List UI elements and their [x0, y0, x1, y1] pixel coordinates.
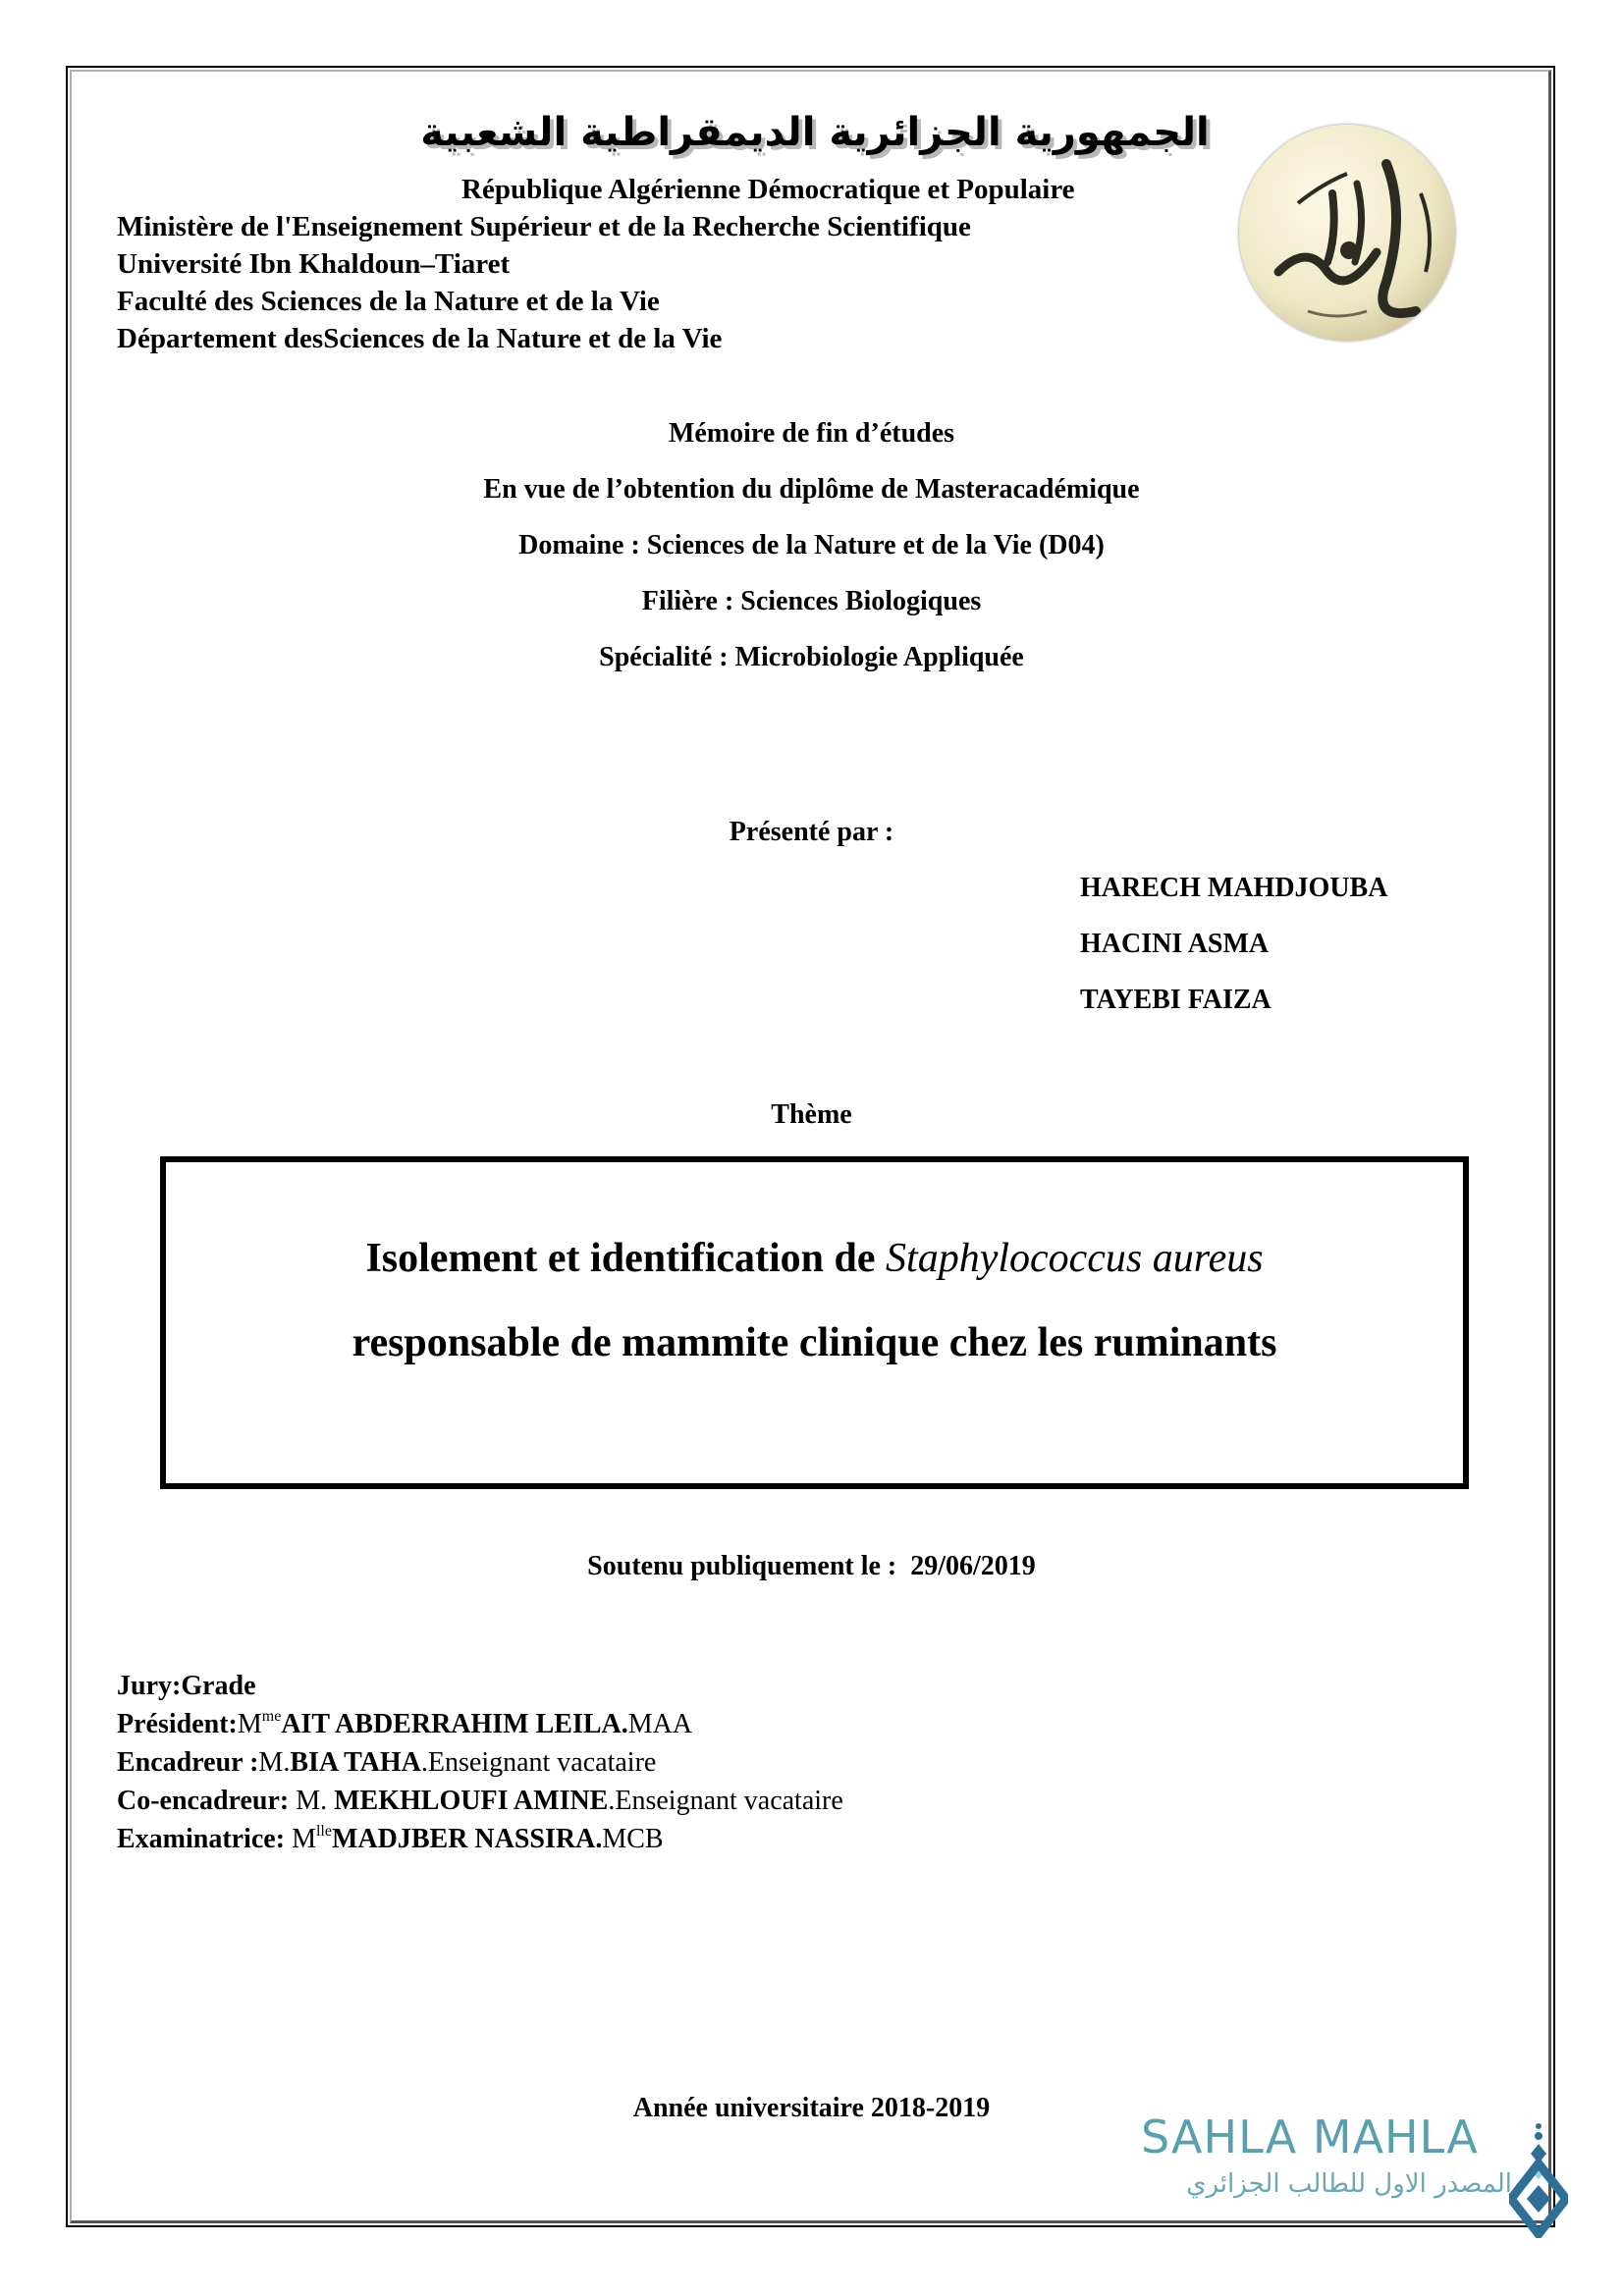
- jury-grade: .Enseignant vacataire: [420, 1747, 657, 1778]
- republic-name: République Algérienne Démocratique et Populaire: [461, 174, 1075, 205]
- jury-name: BIA TAHA: [290, 1747, 421, 1778]
- jury-name: AIT ABDERRAHIM LEILA.: [281, 1709, 628, 1739]
- jury-member-examiner: [117, 1824, 664, 1855]
- jury-grade: .Enseignant vacataire: [608, 1786, 843, 1816]
- defense-date-line: [0, 1551, 1623, 1582]
- jury-member-supervisor: [117, 1747, 656, 1779]
- speciality-line: Spécialité : Microbiologie Appliquée: [599, 642, 1024, 672]
- sahla-mahla-logo-icon: [1509, 2120, 1568, 2238]
- jury-name: MADJBER NASSIRA.: [331, 1824, 603, 1854]
- jury-prefix: M.: [289, 1786, 335, 1816]
- jury-heading: [117, 1671, 256, 1702]
- jury-role: Examinatrice:: [117, 1824, 286, 1854]
- degree-line: En vue de l’obtention du diplôme de Masteracadémique: [483, 474, 1140, 505]
- jury-name: MEKHLOUFI AMINE: [334, 1786, 609, 1816]
- arabic-republic-title: الجمهورية الجزائرية الديمقراطية الشعبية: [420, 110, 1210, 155]
- jury-role: Co-encadreur:: [117, 1786, 290, 1816]
- defense-label: Soutenu publiquement le :: [587, 1551, 897, 1581]
- domain-line: Domaine : Sciences de la Nature et de la Vie (D04): [518, 530, 1105, 561]
- thesis-title-line-1: [166, 1235, 1463, 1282]
- author-name: HARECH MAHDJOUBA: [1080, 873, 1388, 903]
- faculty-name: Faculté des Sciences de la Nature et de la Vie: [117, 286, 660, 317]
- species-name: Staphylococcus aureus: [886, 1236, 1264, 1281]
- field-line: Filière : Sciences Biologiques: [641, 586, 982, 616]
- jury-member-president: [117, 1709, 692, 1740]
- author-name: HACINI ASMA: [1080, 929, 1270, 959]
- ministry-name: Ministère de l'Enseignement Supérieur et de la Recherche Scientifique: [117, 211, 971, 242]
- author-name: TAYEBI FAIZA: [1080, 985, 1271, 1015]
- university-seal-logo: [1239, 125, 1455, 341]
- watermark-tagline: المصدر الاول للطالب الجزائري: [1186, 2169, 1512, 2199]
- jury-role: Encadreur :: [117, 1747, 259, 1778]
- theme-label: Thème: [771, 1099, 852, 1130]
- jury-member-co-supervisor: [117, 1786, 843, 1817]
- thesis-title-line-2: responsable de mammite clinique chez les ruminants: [352, 1320, 1277, 1365]
- university-name: Université Ibn Khaldoun–Tiaret: [117, 248, 511, 280]
- jury-prefix: M.: [258, 1747, 291, 1778]
- department-name: Département desSciences de la Nature et de la Vie: [117, 323, 723, 354]
- academic-year: Année universitaire 2018-2019: [632, 2093, 991, 2123]
- thesis-type: Mémoire de fin d’études: [668, 418, 955, 449]
- calligraphy-icon: [1239, 125, 1455, 341]
- jury-role: Président:: [117, 1709, 238, 1739]
- jury-grade: MCB: [602, 1824, 664, 1854]
- jury-grade: MAA: [627, 1709, 693, 1739]
- page-border: [66, 66, 1555, 2227]
- defense-date: 29/06/2019: [910, 1551, 1036, 1581]
- jury-prefix: M: [285, 1824, 316, 1854]
- title-text: Isolement et identification de: [365, 1236, 887, 1281]
- presented-by-label: Présenté par :: [729, 817, 894, 847]
- jury-heading-text: Jury:Grade: [117, 1671, 256, 1701]
- jury-prefix-sup: me: [261, 1708, 282, 1725]
- jury-prefix: M: [237, 1709, 262, 1739]
- thesis-title-box: [160, 1156, 1469, 1489]
- jury-prefix-sup: lle: [315, 1823, 332, 1840]
- watermark-brand: SAHLA MAHLA: [1141, 2110, 1479, 2163]
